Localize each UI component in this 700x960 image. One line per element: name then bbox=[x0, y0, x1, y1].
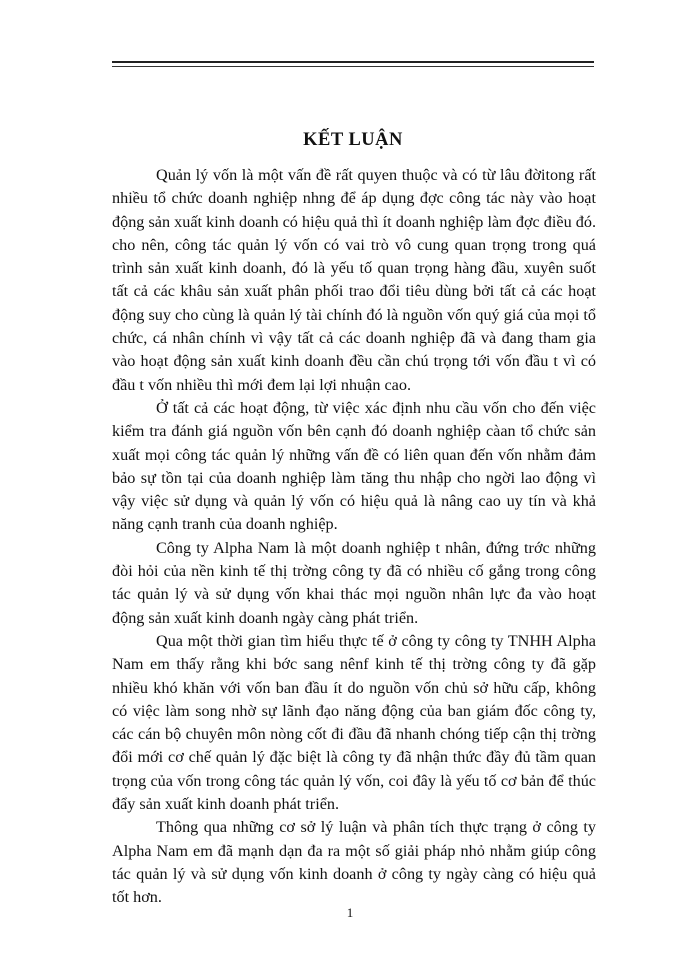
header-rule-thin bbox=[112, 66, 594, 67]
header-rule-thick bbox=[112, 61, 594, 63]
paragraph-3: Công ty Alpha Nam là một doanh nghiệp t nhân, đứng trớc những đòi hỏi của nền kinh tế thị trờng công ty đã có nhiều cố gắng trong công tác quản lý và sử dụng vốn khai thác mọi nguồn nhân lực đa vào hoạt động sản xuất kinh doanh ngày càng phát triển. bbox=[112, 538, 596, 627]
paragraph-2: Ở tất cả các hoạt động, từ việc xác định nhu cầu vốn cho đến việc kiểm tra đánh giá nguồn vốn bên cạnh đó doanh nghiệp càan tổ chức sản xuất mọi công tác quản lý những vấn đề có liên quan đến vốn nhằm đảm bảo sự tồn tại của doanh nghiệp làm tăng thu nhập cho ngời lao động vì vậy việc sử dụng và quản lý vốn có hiệu quả là nâng cao uy tín và khả năng cạnh tranh của doanh nghiệp. bbox=[112, 398, 596, 534]
body-text bbox=[112, 164, 596, 910]
page-title: KẾT LUẬN bbox=[303, 130, 403, 150]
paragraph-1: Quản lý vốn là một vấn đề rất quyen thuộc và có từ lâu đờitong rất nhiều tổ chức doanh nghiệp nhng để áp dụng đợc công tác này vào hoạt động sản xuất kinh doanh có hiệu quả thì ít doanh nghiệp làm đợc điều đó. cho nên, công tác quản lý vốn có vai trò vô cung quan trọng trong quá trình sản xuất kinh doanh, đó là yếu tố quan trọng hàng đầu, xuyên suốt tất cả các khâu sản xuất phân phối trao đổi tiêu dùng bởi tất cả các hoạt động suy cho cùng là quản lý tài chính đó là nguồn vốn quý giá của mọi tổ chức, cá nhân chính vì vậy tất cả các doanh nghiệp đã và đang tham gia vào hoạt động sản xuất kinh doanh đều cần chú trọng tới vốn đầu t vì có đầu t vốn nhiều thì mới đem lại lợi nhuận cao. bbox=[112, 166, 596, 394]
paragraph-4: Qua một thời gian tìm hiểu thực tế ở công ty công ty TNHH Alpha Nam em thấy rằng khi bớc sang nênf kinh tế thị trờng công ty đã gặp nhiều khó khăn với vốn ban đầu ít do nguồn vốn chủ sở hữu cấp, không có việc làm song nhờ sự lãnh đạo năng động của ban giám đốc công ty, các cán bộ chuyên môn nòng cốt đi đầu đã nhanh chóng tiếp cận thị trờng đổi mới cơ chế quản lý đặc biệt là công ty đã nhận thức đầy đủ tầm quan trọng của vốn trong công tác quản lý vốn, coi đây là yếu tố cơ bản để thúc đẩy sản xuất kinh doanh phát triển. bbox=[112, 631, 596, 814]
paragraph-5: Thông qua những cơ sở lý luận và phân tích thực trạng ở công ty Alpha Nam em đã mạnh dạn đa ra một số giải pháp nhỏ nhằm giúp công tác quản lý và sử dụng vốn kinh doanh ở công ty ngày càng có hiệu quả tốt hơn. bbox=[112, 818, 596, 907]
page-number: 1 bbox=[346, 905, 354, 920]
